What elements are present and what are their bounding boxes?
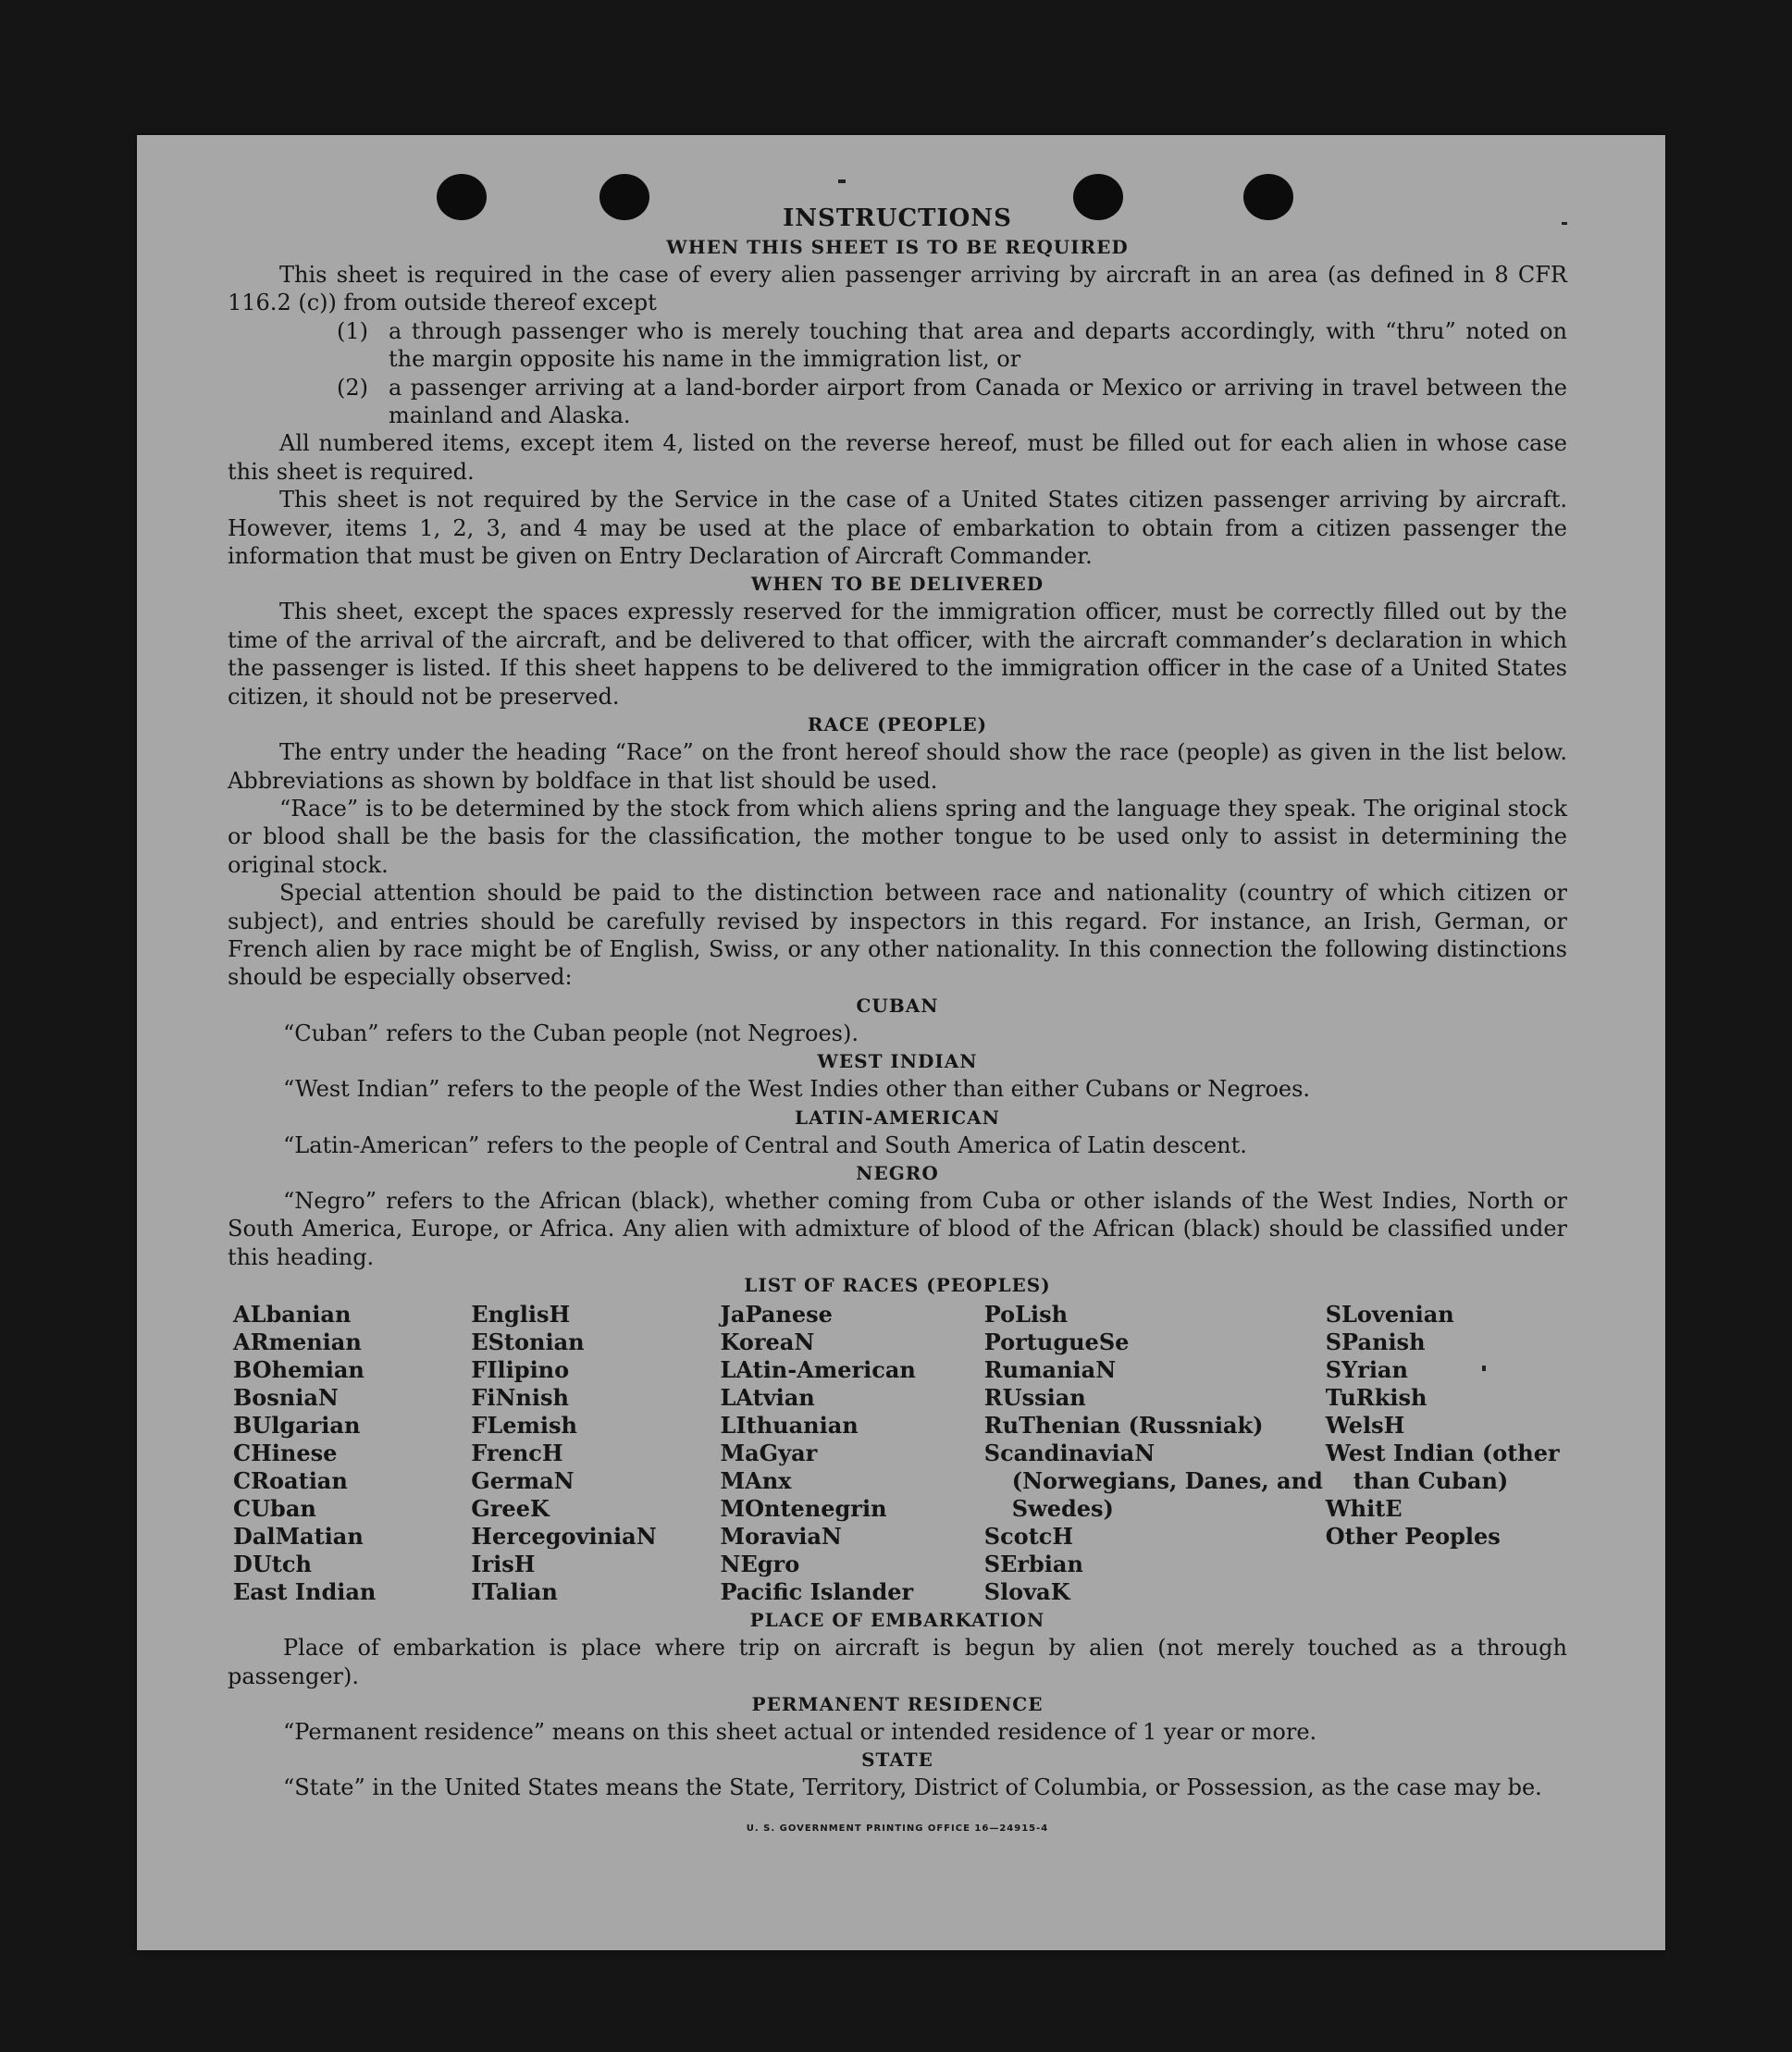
- race-entry: MaGyar: [720, 1440, 818, 1467]
- races-column: [721, 1301, 984, 1606]
- paragraph: “State” in the United States means the State, Territory, District of Columbia, or Possession, as the case may be.: [283, 1774, 1542, 1801]
- race-entry: ALbanian: [233, 1301, 352, 1329]
- printing-office-footer: U. S. GOVERNMENT PRINTING OFFICE 16—24915-4: [746, 1823, 1049, 1834]
- item-text: a through passenger who is merely touching that area and departs accordingly, with “thru” noted on the margin opposite his name in the immigration list, or: [389, 317, 1567, 373]
- race-entry: ScandinaviaN (Norwegians, Danes, and Swedes): [983, 1440, 1323, 1523]
- race-entry: BUlgarian: [233, 1412, 361, 1440]
- item-number: (1): [337, 317, 368, 344]
- race-entry: SlovaK: [983, 1578, 1070, 1606]
- race-entry: ScotcH: [983, 1523, 1074, 1551]
- paragraph: All numbered items, except item 4, listed on the reverse hereof, must be filled out for each alien in whose case this sheet is required.: [228, 430, 1567, 485]
- race-entry: WelsH: [1325, 1412, 1405, 1440]
- race-entry: FiNnish: [471, 1384, 569, 1412]
- race-entry: BOhemian: [233, 1356, 365, 1384]
- section-heading: PLACE OF EMBARKATION: [749, 1609, 1045, 1632]
- race-entry: JaPanese: [720, 1301, 833, 1329]
- race-entry: HercegoviniaN: [471, 1523, 657, 1551]
- race-entry: EStonian: [471, 1329, 585, 1356]
- race-entry: PoLish: [983, 1301, 1069, 1329]
- race-entry: EnglisH: [471, 1301, 571, 1329]
- section-heading: CUBAN: [856, 994, 939, 1017]
- race-entry: RumaniaN: [983, 1356, 1117, 1384]
- race-entry: East Indian: [233, 1578, 377, 1606]
- race-entry: RuThenian (Russniak): [983, 1412, 1264, 1440]
- item-number: (2): [337, 374, 368, 401]
- race-entry: SYrian: [1325, 1356, 1408, 1384]
- document-sheet: [137, 135, 1665, 1950]
- race-entry: IrisH: [471, 1551, 536, 1578]
- races-list: [233, 1301, 1567, 1606]
- paragraph: This sheet, except the spaces expressly reserved for the immigration officer, must be correctly filled out by the time of the arrival of the aircraft, and be delivered to that officer, with the aircraft commander’s declaration in which the passenger is listed. If this sheet happens to be delivered to the immigration officer in the case of a United States citizen, it should not be preserved.: [228, 599, 1567, 710]
- race-entry: BosniaN: [233, 1384, 339, 1412]
- instructions-text: [228, 204, 1567, 1843]
- paragraph: Place of embarkation is place where trip on aircraft is begun by alien (not merely touched as a through passenger).: [228, 1635, 1567, 1689]
- race-entry: LAtvian: [720, 1384, 815, 1412]
- race-entry: MoraviaN: [720, 1523, 842, 1551]
- race-entry: LAtin-American: [720, 1356, 916, 1384]
- race-entry: CHinese: [233, 1440, 338, 1467]
- paragraph: Special attention should be paid to the distinction between race and nationality (country of which citizen or subject), and entries should be carefully revised by inspectors in this regard. For instance, an Irish, German, or French alien by race might be of English, Swiss, or any other nationality. In this connection the following distinctions should be especially observed:: [228, 880, 1567, 991]
- section-heading: WHEN TO BE DELIVERED: [750, 573, 1044, 596]
- race-entry: CRoatian: [233, 1467, 348, 1495]
- paragraph: This sheet is required in the case of every alien passenger arriving by aircraft in an area (as defined in 8 CFR 116.2 (c)) from outside thereof except: [228, 262, 1567, 316]
- item-text: a passenger arriving at a land-border airport from Canada or Mexico or arriving in travel between the mainland and Alaska.: [389, 374, 1567, 429]
- race-entry: SLovenian: [1325, 1301, 1454, 1329]
- races-column: [471, 1301, 720, 1606]
- dust-speck: [838, 179, 846, 183]
- race-entry: FrencH: [471, 1440, 563, 1467]
- race-entry: LIthuanian: [720, 1412, 859, 1440]
- section-heading: WHEN THIS SHEET IS TO BE REQUIRED: [666, 236, 1129, 258]
- race-entry: FLemish: [471, 1412, 577, 1440]
- race-entry: CUban: [233, 1495, 316, 1523]
- section-heading: STATE: [861, 1749, 933, 1772]
- race-entry: FIlipino: [471, 1356, 570, 1384]
- race-entry: ARmenian: [233, 1329, 362, 1356]
- races-column: [233, 1301, 471, 1606]
- race-entry: ITalian: [471, 1578, 558, 1606]
- race-entry: Pacific Islander: [720, 1578, 914, 1606]
- races-column: [1326, 1301, 1567, 1606]
- race-entry: TuRkish: [1325, 1384, 1427, 1412]
- race-entry: DUtch: [233, 1551, 312, 1578]
- paragraph: The entry under the heading “Race” on the front hereof should show the race (people) as given in the list below. Abbreviations as shown by boldface in that list should be used.: [228, 739, 1567, 794]
- exception-item: [337, 317, 1567, 374]
- race-entry: SPanish: [1325, 1329, 1426, 1356]
- race-entry: GermaN: [471, 1467, 575, 1495]
- section-heading: PERMANENT RESIDENCE: [751, 1693, 1044, 1715]
- section-heading: LIST OF RACES (PEOPLES): [744, 1274, 1051, 1297]
- race-entry: SErbian: [983, 1551, 1083, 1578]
- race-entry: West Indian (other than Cuban): [1325, 1440, 1560, 1495]
- race-entry: GreeK: [471, 1495, 550, 1523]
- section-heading: NEGRO: [856, 1161, 939, 1184]
- paragraph: “West Indian” refers to the people of the West Indies other than either Cubans or Negroes.: [283, 1076, 1311, 1103]
- races-column: [984, 1301, 1326, 1606]
- race-entry: KoreaN: [720, 1329, 815, 1356]
- race-entry: NEgro: [720, 1551, 800, 1578]
- race-entry: Other Peoples: [1325, 1523, 1501, 1551]
- race-entry: MOntenegrin: [720, 1495, 887, 1523]
- paragraph: “Permanent residence” means on this sheet actual or intended residence of 1 year or more.: [283, 1719, 1317, 1745]
- exception-item: [337, 374, 1567, 430]
- paragraph: “Latin-American” refers to the people of Central and South America of Latin descent.: [283, 1131, 1247, 1158]
- race-entry: PortugueSe: [983, 1329, 1130, 1356]
- paragraph: “Negro” refers to the African (black), whether coming from Cuba or other islands of the West Indies, North or South America, Europe, or Africa. Any alien with admixture of blood of the African (black) should be classified under this heading.: [228, 1187, 1567, 1270]
- paragraph: “Race” is to be determined by the stock from which aliens spring and the language they speak. The original stock or blood shall be the basis for the classification, the mother tongue to be used only to assist in determining the original stock.: [228, 795, 1567, 878]
- race-entry: RUssian: [983, 1384, 1086, 1412]
- race-entry: WhitE: [1325, 1495, 1403, 1523]
- section-heading: LATIN-AMERICAN: [795, 1106, 1000, 1129]
- race-entry: MAnx: [720, 1467, 792, 1495]
- section-heading: RACE (PEOPLE): [807, 713, 988, 736]
- paragraph: This sheet is not required by the Service in the case of a United States citizen passenger arriving by aircraft. However, items 1, 2, 3, and 4 may be used at the place of embarkation to obtain from a citizen passenger the information that must be given on Entry Declaration of Aircraft Commander.: [228, 487, 1567, 570]
- page-title: INSTRUCTIONS: [783, 204, 1012, 232]
- section-heading: WEST INDIAN: [817, 1050, 978, 1073]
- paragraph: “Cuban” refers to the Cuban people (not Negroes).: [283, 1020, 859, 1046]
- race-entry: DalMatian: [233, 1523, 364, 1551]
